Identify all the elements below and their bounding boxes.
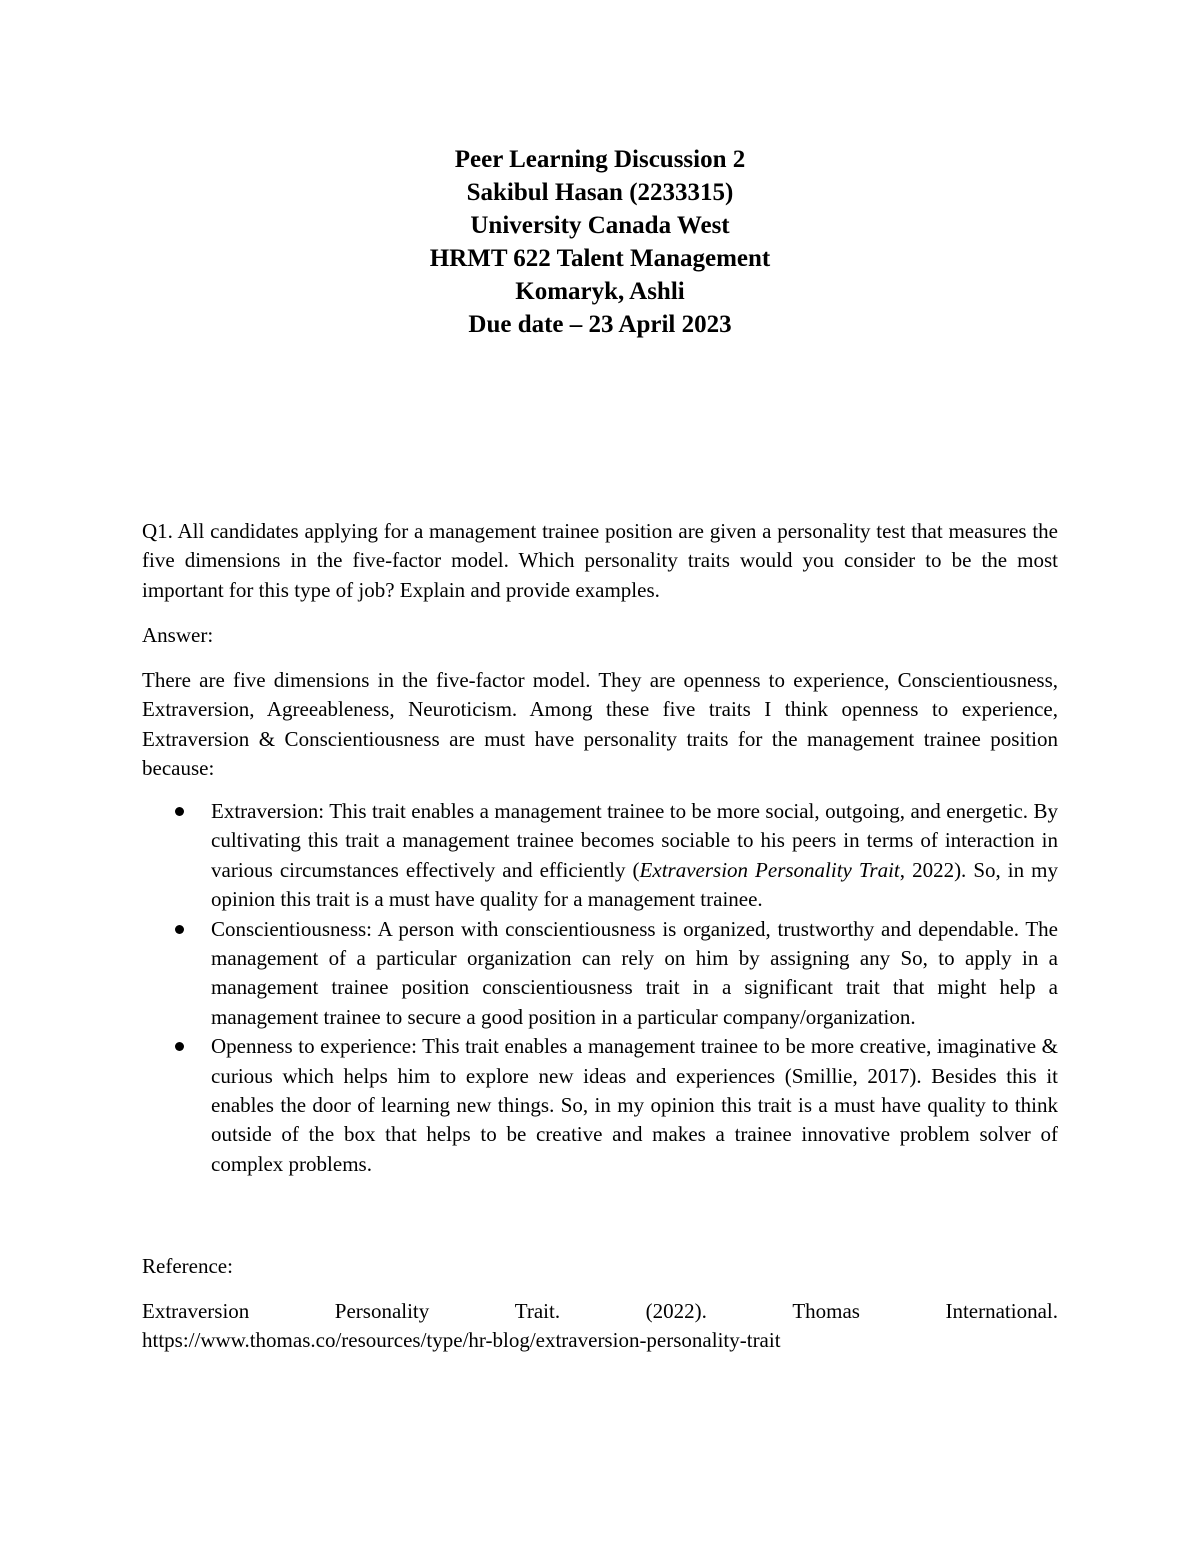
reference-word: Thomas: [792, 1299, 860, 1323]
title-block: [0, 143, 1200, 341]
bullet-text: Openness to experience: This trait enables a management trainee to be more creative, imaginative & curious which helps him to explore new ideas and experiences (Smillie, 2017). Besides this it enables the door of learning new things. So, in my opinion this trait is a must have quality to think outside of the box that helps to be creative and makes a trainee innovative problem solver of complex problems.: [211, 1034, 1058, 1176]
reference-label: Reference:: [142, 1254, 233, 1278]
reference-entry: [142, 1297, 1058, 1356]
reference-word: International.: [945, 1299, 1058, 1323]
bullet-text-before: Extraversion: This trait enables a management trainee to be more social, outgoing, and energetic. By cultivating this trait a management trainee becomes sociable to his peers in terms of interaction in various circumstances effectively and efficiently (: [211, 799, 1058, 882]
reference-citation-line: [142, 1297, 1058, 1326]
bullet-icon: [175, 807, 184, 816]
answer-intro-paragraph: There are five dimensions in the five-factor model. They are openness to experience, Conscientiousness, Extraversion, Agreeableness, Neuroticism. Among these five traits I think openness to experience, Extraversion & Conscientiousness are must have personality traits for the management trainee position because:: [142, 668, 1058, 781]
document-title: Peer Learning Discussion 2: [454, 146, 746, 173]
due-date: Due date – 23 April 2023: [468, 311, 732, 338]
answer-label: Answer:: [142, 623, 214, 647]
reference-word: (2022).: [645, 1299, 707, 1323]
question-paragraph: Q1. All candidates applying for a management trainee position are given a personality test that measures the five dimensions in the five-factor model. Which personality traits would you consider to be the most important for this type of job? Explain and provide examples.: [142, 519, 1058, 602]
bullet-text: Conscientiousness: A person with conscientiousness is organized, trustworthy and dependable. The management of a particular organization can rely on him by assigning any So, to apply in a management trainee position conscientiousness trait in a significant trait that might help a management trainee to secure a good position in a particular company/organization.: [211, 916, 1058, 1029]
reference-word: Extraversion: [142, 1299, 250, 1323]
bullet-citation-italic: Extraversion Personality Trait: [639, 857, 900, 882]
bullet-item-extraversion: [142, 797, 1058, 915]
trait-bullet-list: [142, 797, 1058, 1179]
bullet-text-after: , 2022). So, in my opinion this trait is a must have quality for a management trainee.: [211, 857, 1059, 912]
university-name: University Canada West: [470, 212, 730, 239]
reference-word: Trait.: [514, 1299, 561, 1323]
bullet-icon: [175, 925, 184, 934]
author-name: Sakibul Hasan (2233315): [466, 179, 734, 206]
bullet-icon: [175, 1042, 184, 1051]
reference-word: Personality: [334, 1299, 430, 1323]
reference-url[interactable]: https://www.thomas.co/resources/type/hr-blog/extraversion-personality-trait: [142, 1328, 781, 1353]
bullet-item-openness: [142, 1032, 1058, 1179]
course-name: HRMT 622 Talent Management: [429, 245, 771, 272]
bullet-item-conscientiousness: [142, 915, 1058, 1033]
instructor-name: Komaryk, Ashli: [515, 278, 685, 305]
